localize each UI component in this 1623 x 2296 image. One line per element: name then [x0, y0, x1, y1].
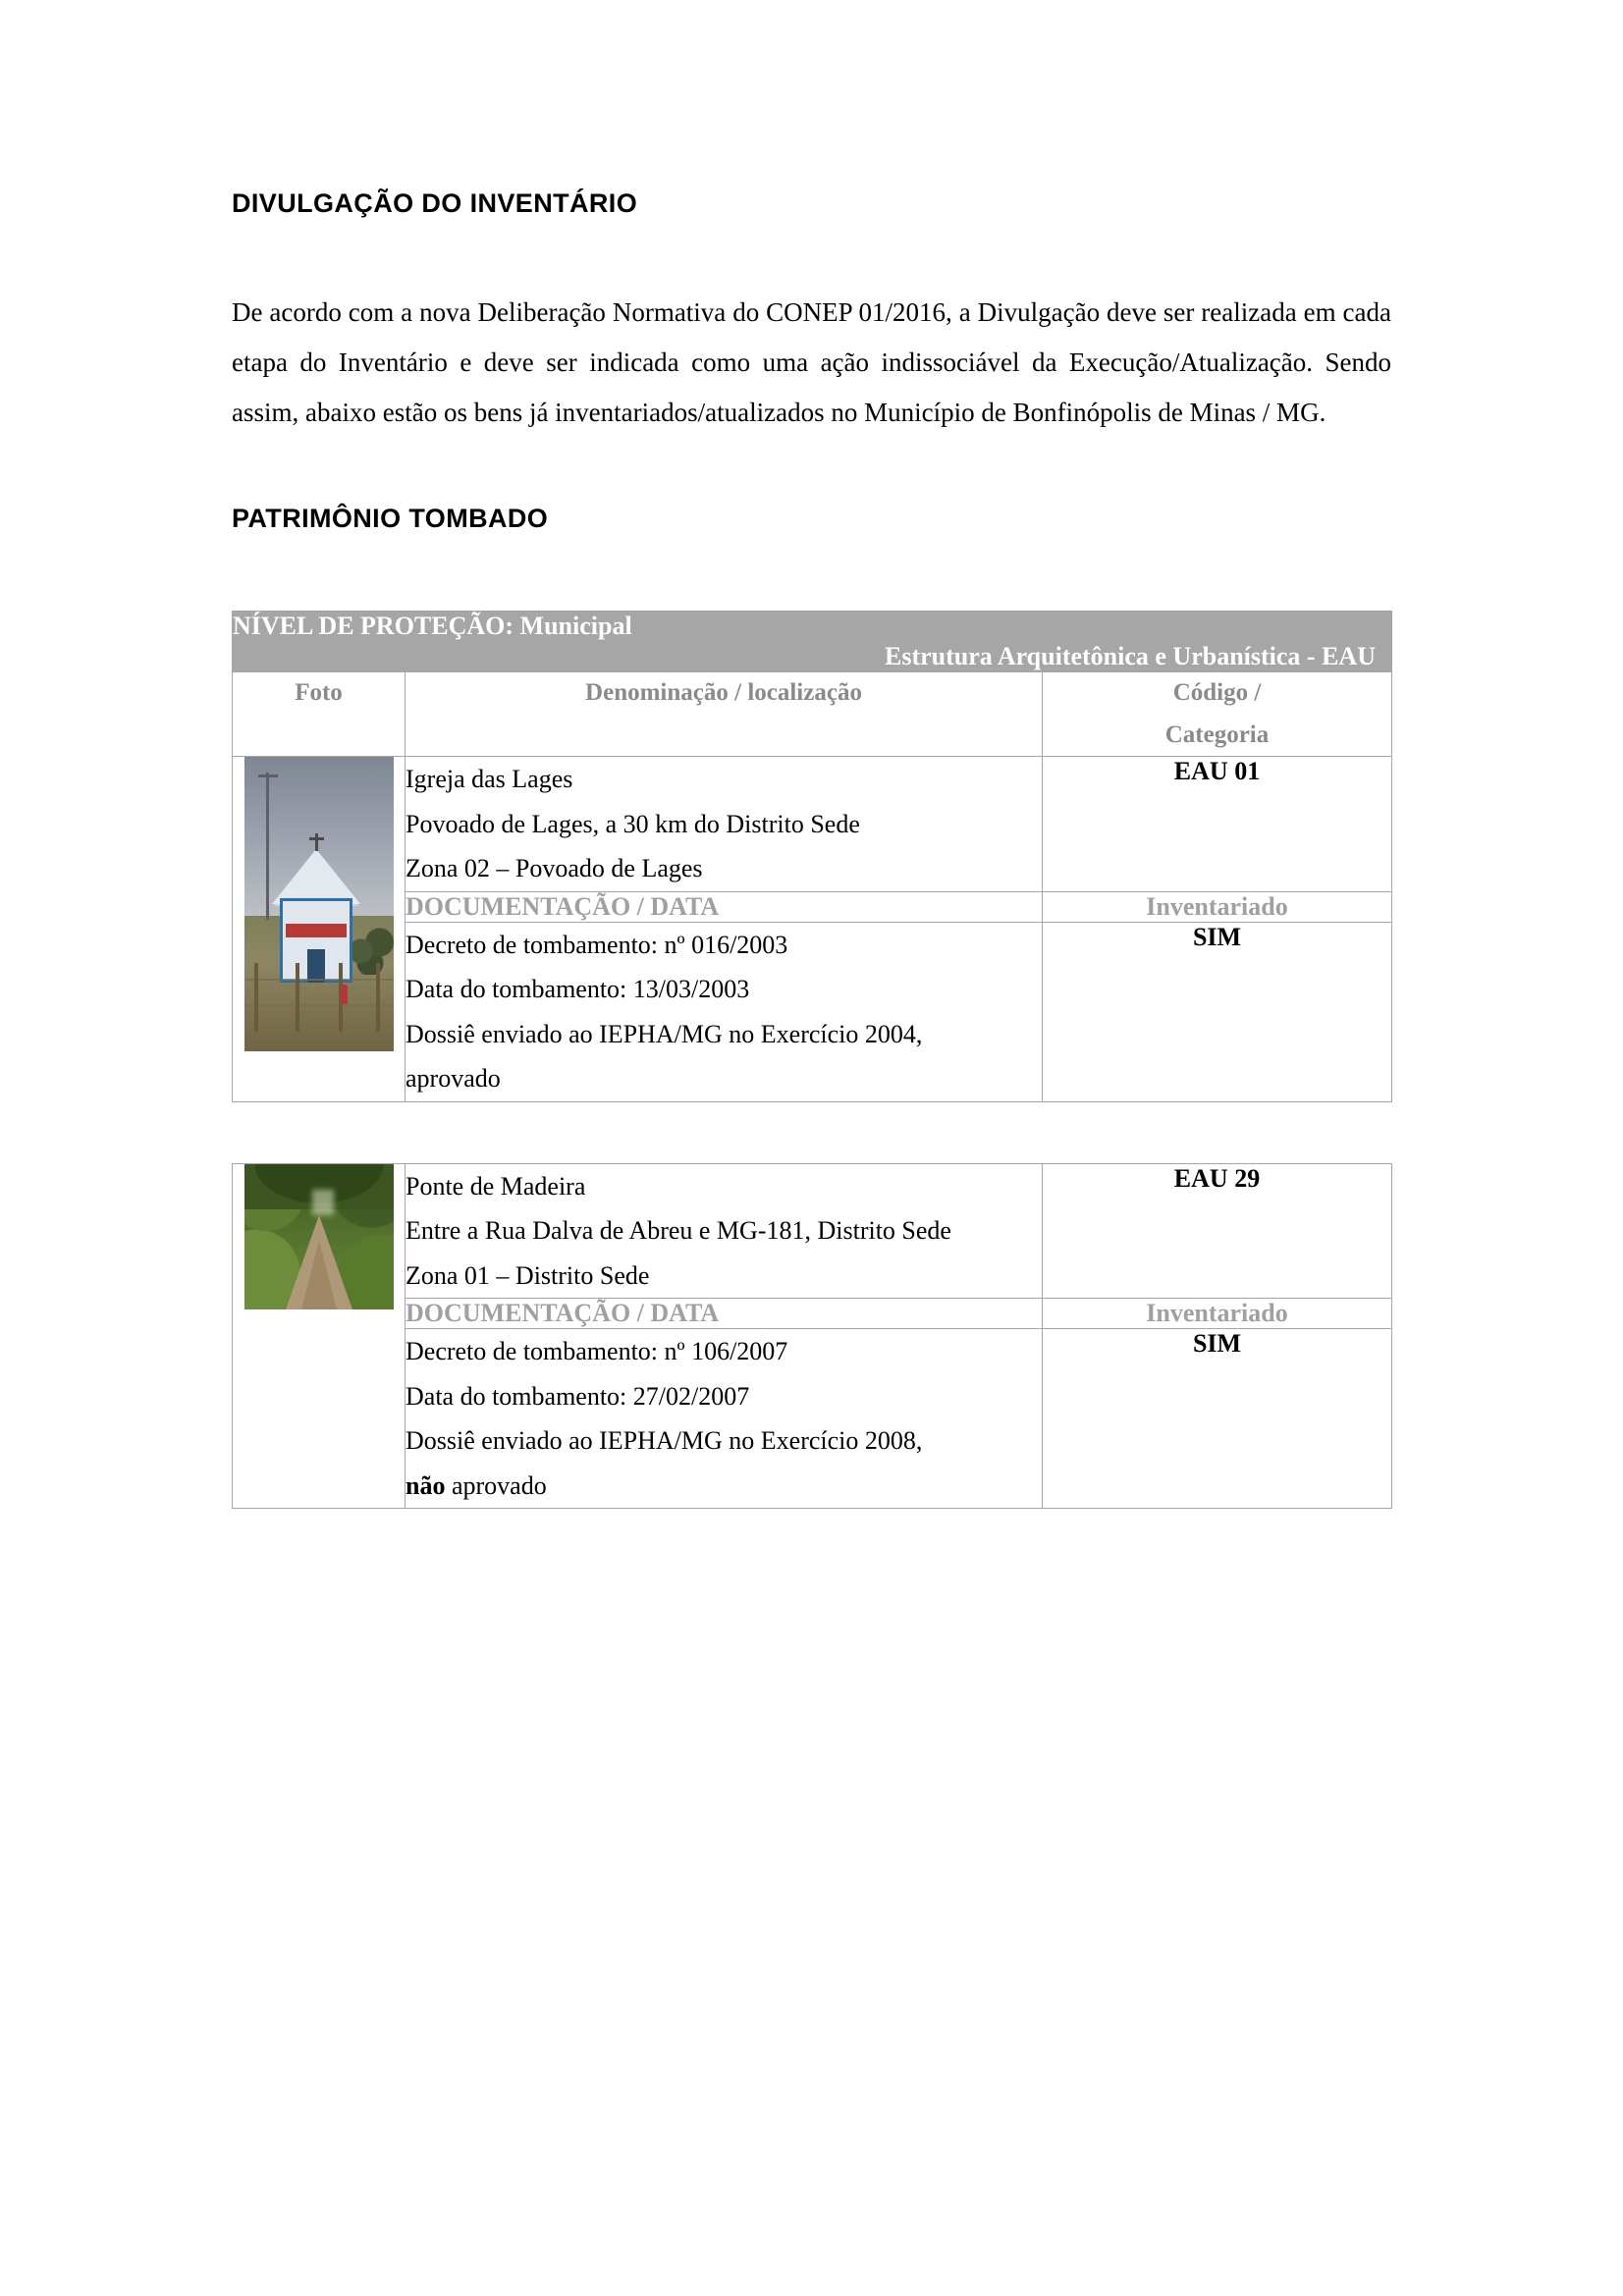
photo-cell-igreja-das-lages [233, 757, 406, 1102]
table-row-doc-body [233, 1329, 1392, 1509]
dossier-line: Dossiê enviado ao IEPHA/MG no Exercício 2008, [406, 1426, 923, 1456]
fence-wire-lower [244, 1004, 394, 1006]
entry-denomination-cell [406, 1163, 1043, 1299]
person-figure [341, 985, 348, 1004]
church-door [307, 949, 325, 983]
table-row-doc-header [233, 1299, 1392, 1329]
dossier-line: Dossiê enviado ao IEPHA/MG no Exercício 2004, [406, 1019, 923, 1048]
documentation-label: DOCUMENTAÇÃO / DATA [406, 891, 1043, 922]
protection-level-band: NÍVEL DE PROTEÇÃO: Municipal [233, 612, 1392, 642]
section-heading-patrimonio-tombado: PATRIMÔNIO TOMBADO [232, 504, 549, 534]
table-row-level-band [233, 612, 1392, 642]
decree-number: Decreto de tombamento: nº 106/2007 [406, 1337, 788, 1366]
utility-pole [266, 773, 269, 920]
entry-location: Povoado de Lages, a 30 km do Distrito Sede [406, 809, 860, 838]
entry-denomination-cell [406, 757, 1043, 892]
documentation-details [406, 922, 1043, 1101]
column-header-photo: Foto [233, 672, 406, 757]
inventoried-label: Inventariado [1043, 891, 1392, 922]
entry-location: Entre a Rua Dalva de Abreu e MG-181, Distrito Sede [406, 1216, 951, 1246]
entry-zone: Zona 02 – Povoado de Lages [406, 854, 703, 883]
table-row-entry-main [233, 1163, 1392, 1299]
photo-cell-ponte-de-madeira [233, 1163, 406, 1509]
column-header-code-line1: Código / [1172, 679, 1262, 707]
light-patch [312, 1190, 334, 1215]
inventory-table-eau-01 [232, 611, 1392, 1102]
column-header-code [1043, 672, 1392, 757]
fence-post [376, 963, 380, 1032]
fence-post [296, 963, 299, 1032]
table-row-category-band [233, 642, 1392, 672]
table-row-entry-main [233, 757, 1392, 892]
page-title: DIVULGAÇÃO DO INVENTÁRIO [232, 188, 638, 218]
entry-name: Igreja das Lages [406, 765, 573, 794]
documentation-details [406, 1329, 1043, 1509]
decree-date: Data do tombamento: 27/02/2007 [406, 1381, 750, 1411]
utility-pole-arm [258, 774, 278, 777]
entry-name: Ponte de Madeira [406, 1171, 586, 1201]
dirt-trail-center [301, 1241, 337, 1309]
decree-date: Data do tombamento: 13/03/2003 [406, 975, 750, 1004]
decree-number: Decreto de tombamento: nº 016/2003 [406, 930, 788, 959]
inventoried-label: Inventariado [1043, 1299, 1392, 1329]
entry-code: EAU 01 [1043, 757, 1392, 892]
inventoried-status: SIM [1043, 922, 1392, 1101]
cross-icon [315, 833, 318, 851]
trees-region [347, 916, 394, 975]
church-banner [286, 924, 347, 937]
fence-wire-upper [244, 979, 394, 981]
documentation-label: DOCUMENTAÇÃO / DATA [406, 1299, 1043, 1329]
intro-paragraph: De acordo com a nova Deliberação Normativa do CONEP 01/2016, a Divulgação deve ser realizada em cada etapa do Inventário e deve ser indicada como uma ação indissociável da Execução/Atualização. Sendo assim, abaixo estão os bens já inventariados/atualizados no Município de Bonfinópolis de Minas / MG. [232, 297, 1391, 427]
dossier-approval-negation: não [406, 1470, 446, 1500]
category-band: Estrutura Arquitetônica e Urbanística - EAU [233, 642, 1392, 672]
igreja-das-lages-photo [244, 757, 394, 1051]
table-row-doc-header [233, 891, 1392, 922]
inventoried-status: SIM [1043, 1329, 1392, 1509]
table-row-column-headers [233, 672, 1392, 757]
column-header-denomination: Denominação / localização [406, 672, 1043, 757]
ponte-de-madeira-photo [244, 1164, 394, 1309]
column-header-code-line2: Categoria [1164, 721, 1270, 748]
dossier-approval [406, 1464, 1042, 1509]
inventory-table-eau-29 [232, 1163, 1392, 1510]
fence-post [254, 963, 258, 1032]
table-row-doc-body [233, 922, 1392, 1101]
dossier-approval-rest: aprovado [445, 1470, 547, 1500]
church-roof [272, 849, 360, 904]
entry-code: EAU 29 [1043, 1163, 1392, 1299]
entry-zone: Zona 01 – Distrito Sede [406, 1260, 650, 1290]
dossier-approval: aprovado [406, 1064, 501, 1094]
